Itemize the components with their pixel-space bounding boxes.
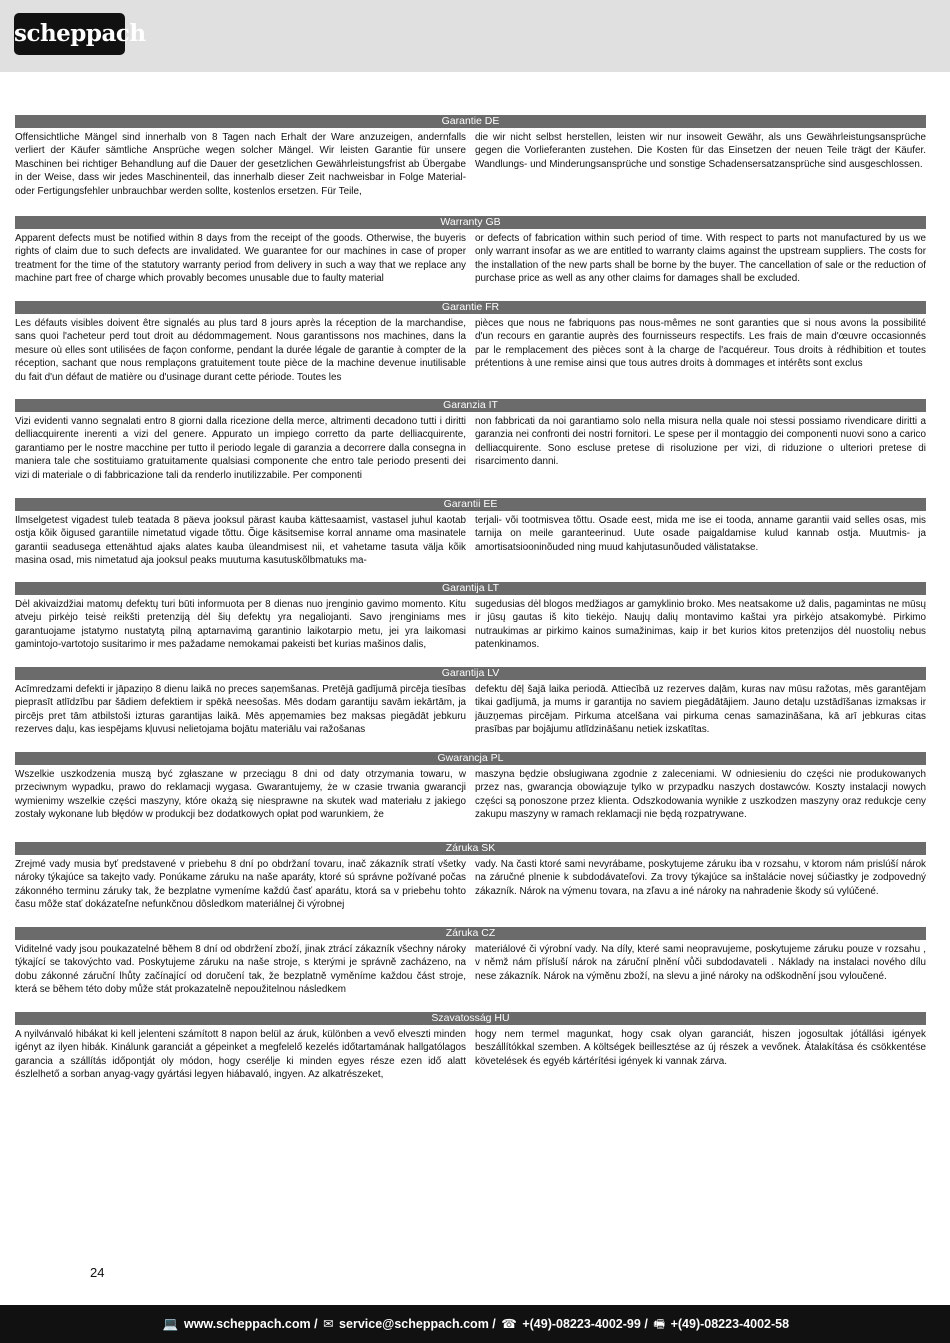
section-title: Gwarancja PL <box>15 752 926 765</box>
section-text-right: terjali- või tootmisvea tõttu. Osade eest, mida me ise ei tooda, anname garantii vaid selles osas, mis tarnija on meile garanteerinud. Uute osade paigaldamise kulud kannab ostja. Muutmis- ja amortisatsiooninõuded ning muud kahjutasunõuded välistatakse. <box>475 515 926 553</box>
section-text-right: or defects of fabrication within such period of time. With respect to parts not manufactured by us we only warrant insofar as we are entitled to warranty claims against the upstream suppliers. The costs for the installation of the new parts shall be borne by the buyer. The cancellation of sale or the reduction of purchase price as well as any other claims for damages shall be excluded. <box>475 233 926 285</box>
section-szavatossag-hu <box>15 1012 926 1097</box>
section-garantie-fr <box>15 301 926 399</box>
section-text-right: pièces que nous ne fabriquons pas nous-mêmes ne sont garanties que si nous avons la possibilité d'un recours en garantie auprès des fournisseurs respectifs. Les frais de main d'œuvre occasionnés par le remplacement des pièces sont à la charge de l'acquéreur. Tous droits à rédhibition et toutes prétentions à une remise ainsi que tous autres droits à dommages et intérêts sont exclus <box>475 318 926 370</box>
section-text-left: Viditelné vady jsou poukazatelné během 8 dní od obdržení zboží, jinak ztrácí zákazník všechny nároky týkající se takovýchto vad. Poskytujeme záruku na naše stroje, s kterými je správně zacházeno, na dobu zákonné záruční lhůty začínající od doručení tak, že bezplatně vyměníme každou část stroje, která se během této doby může stát prokazatelně nepoužitelnou následkem <box>15 944 466 996</box>
section-garanzia-it <box>15 399 926 498</box>
mail-icon: ✉ <box>323 1317 334 1331</box>
section-title: Garantie FR <box>15 301 926 314</box>
section-garantija-lt <box>15 582 926 667</box>
footer-separator: / <box>644 1317 648 1331</box>
computer-icon: 💻 <box>162 1317 179 1331</box>
section-text-right: maszyna będzie obsługiwana zgodnie z zaleceniami. W odniesieniu do części nie produkowanych przez nas, gwarancja obowiązuje tylko w przypadku naszych dostawców. Koszty instalacji nowych części są ponoszone przez klienta. Odszkodowania wynikłe z uszkodzen maszyny oraz redukcje ceny zakupu maszyny w ramach reklamacji nie będą rozpatrywane. <box>475 769 926 821</box>
section-garantija-lv <box>15 667 926 752</box>
phone-number[interactable]: +(49)-08223-4002-99 <box>522 1317 641 1331</box>
fax-number: +(49)-08223-4002-58 <box>670 1317 790 1331</box>
section-title: Garantii EE <box>15 498 926 511</box>
section-title: Záruka CZ <box>15 927 926 940</box>
phone-icon: ☎ <box>501 1317 517 1331</box>
section-text-right: non fabbricati da noi garantiamo solo nella misura nella quale noi stessi possiamo rivendicare diritti a garanzia nei confronti dei nostri fornitori. Le spese per il montaggio dei componenti nuovi sono a carico delliacquirente. Sono escluse pretese di risoluzione per vizi, di riduzione o ulteriori pretese di risarcimento danni. <box>475 416 926 468</box>
footer-separator: / <box>492 1317 496 1331</box>
section-text-right: die wir nicht selbst herstellen, leisten wir nur insoweit Gewähr, als uns Gewährleistungsansprüche gegen die Vorlieferanten zustehen. Die Kosten für das Einsetzen der neuen Teile trägt der Käufer. Wandlungs- und Minderungsansprüche und sonstige Schadensersatzansprüche sind ausgeschlossen. <box>475 132 926 170</box>
website-link[interactable]: www.scheppach.com <box>183 1317 311 1331</box>
section-title: Szavatosság HU <box>15 1012 926 1025</box>
section-title: Garantija LV <box>15 667 926 680</box>
fax-icon: 🖷 <box>653 1317 666 1331</box>
section-zaruka-sk <box>15 842 926 927</box>
section-text-left: Les défauts visibles doivent être signalés au plus tard 8 jours après la réception de la marchandise, sans quoi l'acheteur perd tout droit au dédommagement. Nous garantissons nos machines, dans la mesure où elles sont utilisées de façon conforme, pendant la durée légale de garantie à compter de la réception, sachant que nous remplaçons gratuitement toute pièce de la machine devenue inutilisable du fait d'un défaut de matière ou d'usinage durant cette période. Toutes les <box>15 318 466 383</box>
page-number: 24 <box>90 1265 105 1280</box>
scheppach-logo: scheppach <box>14 13 125 55</box>
section-text-left: Vizi evidenti vanno segnalati entro 8 giorni dalla ricezione della merce, altrimenti decadono tutti i diritti delliacquirente inerenti a vizi del genere. Appurato un impiego corretto da parte delliacquirente, garantiamo per le nostre macchine per tutto il periodo legale di garanzia a decorrere dalla consegna in maniera tale che sostituiamo gratuitamente qualsiasi componente che entro tale periodo presenti dei vizi di materiale o di fabbricazione tali da renderlo inutilizzabile. Per componenti <box>15 416 466 481</box>
footer-separator: / <box>314 1317 318 1331</box>
section-title: Záruka SK <box>15 842 926 855</box>
section-text-left: Zrejmé vady musia byť predstavené v priebehu 8 dní po obdržaní tovaru, inač zákazník stratí všetky nároky týkajúce sa takejto vady. Ponúkame záruku na naše aparáty, ktoré sú správne požívané počas zákonného terminu záruky tak, že bezplatne vymeníme každú časť aparátu, ktorá sa v priebehu tohto času môže stať dokázateľne nefunkčnou dôsledkom materiálnej či výrobnej <box>15 859 466 911</box>
section-text-left: Dėl akivaizdžiai matomų defektų turi būti informuota per 8 dienas nuo įrenginio gavimo momento. Kitu atveju pirkėjo teisė reikšti pretenziją dėl šių defektų yra negaliojanti. Savo įrenginiams mes garantuojame įstatymo nustatytą pilną aptarnavimą garantinio laikotarpio metu, jei yra laikomasi gamintojo-vartotojo susitarimo ir mes pažadame nemokamai pakeisti bet kurias mašinos dalis, <box>15 599 466 651</box>
section-text-left: A nyilvánvaló hibákat ki kell jelenteni számított 8 napon belül az áruk, különben a vevő elveszti minden igényt az ilyen hibák. Kinálunk garanciát a gépeinket a megfelelő kezelés időtartamának hallgatólagos garancia a szállítás időpontját oly módon, hogy cserélje ki minden egyes része ezen idő alatt észlelhető a sorban anyag-vagy gyártási legyen hiábavaló, ingyen. Az alkatrészeket, <box>15 1029 466 1081</box>
section-title: Warranty GB <box>15 216 926 229</box>
section-zaruka-cz <box>15 927 926 1012</box>
section-text-right: defektu dēļ šajā laika periodā. Attiecībā uz rezerves daļām, kuras nav mūsu ražotas, mēs garantējam tikai gadījumā, ja mums ir garantija no saviem piegādātājiem. Jauno detaļu uzstādīšanas izmaksas ir jāuzņemas pircējam. Pirkuma atcelšana vai pirkuma cenas samazināšana, kā arī jebkuras citas prasības par bojājumu atlīdzināšanu netiek izskatītas. <box>475 684 926 736</box>
section-garantie-de <box>15 115 926 216</box>
section-text-left: Apparent defects must be notified within 8 days from the receipt of the goods. Otherwise, the buyeris rights of claim due to such defects are invalidated. We guarantee for our machines in case of proper treatment for the time of the statutory warranty period from delivery in such a way that we replace any machine part free of charge which provably becomes unusable due to faulty material <box>15 233 466 285</box>
section-warranty-gb <box>15 216 926 301</box>
section-text-right: sugedusias dėl blogos medžiagos ar gamyklinio broko. Mes neatsakome už dalis, pagamintas ne mūsų ir jūsų gautas iš kito tiekėjo. Naujų dalių montavimo kaštai yra pirkėjo atsakomybė. Pirkimo nutraukimas ar pirkimo kainos sumažinimas, kaip ir bet kurios kitos pretenzijos dėl nuostolių nebus patenkinamos. <box>475 599 926 651</box>
email-link[interactable]: service@scheppach.com <box>339 1317 489 1331</box>
section-gwarancja-pl <box>15 752 926 842</box>
section-garantii-ee <box>15 498 926 582</box>
section-text-left: Acīmredzami defekti ir jāpaziņo 8 dienu laikā no preces saņemšanas. Pretējā gadījumā pircēja tiesības pieprasīt atlīdzību par šādiem defektiem ir spēkā neesošas. Mēs dodam garantiju savām iekārtām, ja pircējs pret tām atbilstoši izturas garantijas laikā. Mēs apņemamies bez maksas piegādāt jebkuru rezerves daļu, kas iespējams kļuvusi nelietojama bojātu materiālu vai ražošanas <box>15 684 466 736</box>
section-text-right: materiálové či výrobní vady. Na díly, které sami neopravujeme, poskytujeme záruku pouze v rozsahu , v němž nám přísluší nárok na záruční plnění vůči subdodavateli . Náklady na instalaci nového dílu nese zákazník. Nárok na výměnu zboží, na slevu a jiné nároky na odškodnění jsou vyloučené. <box>475 944 926 982</box>
warranty-content <box>15 115 926 1097</box>
section-title: Garantie DE <box>15 115 926 128</box>
section-text-left: Ilmselgetest vigadest tuleb teatada 8 päeva jooksul pärast kauba kättesaamist, vastasel juhul kaotab ostja kõik õigused garantiile nimetatud vigade tõttu. Õige käsitsemise korral anname oma masinatele garantii seadusega ettenähtud ajaks alates kauba üleandmisest nii, et vahetame tasuta välja kõik masina osad, mis nimetatud aja jooksul peaks muutuma kasutuskõlbmatuks ma- <box>15 515 466 567</box>
section-text-left: Offensichtliche Mängel sind innerhalb von 8 Tagen nach Erhalt der Ware anzuzeigen, andernfalls verliert der Käufer sämtliche Ansprüche wegen solcher Mängel. Wir leisten Garantie für unsere Maschinen bei richtiger Behandlung auf die Dauer der gesetzlichen Gewährleistungsfrist ab Übergabe in der Weise, dass wir jedes Maschinenteil, das innerhalb dieser Zeit nachweisbar in Folge Material- oder Fertigungsfehler unbrauchbar werden sollte, kostenlos ersetzen. Für Teile, <box>15 132 466 197</box>
section-title: Garanzia IT <box>15 399 926 412</box>
section-text-right: hogy nem termel magunkat, hogy csak olyan garanciát, hiszen jogosultak jótállási igények beszállítókkal szemben. A költségek beillesztése az új részek a vevőnek. Átalakítása és csökkentése követelések és egyéb kártérítési igények ki vannak zárva. <box>475 1029 926 1067</box>
section-text-right: vady. Na časti ktoré sami nevyrábame, poskytujeme záruku iba v rozsahu, v ktorom nám prislúší nárok na záručné plnenie k subdodávateľovi. Za trovy týkajúce sa inštalácie novej súčiastky je zodpovedný zákazník. Nárok na výmenu tovara, na zľavu a iné nároky na nahradenie škody sú vylúčené. <box>475 859 926 897</box>
section-title: Garantija LT <box>15 582 926 595</box>
section-text-left: Wszelkie uszkodzenia muszą być zgłaszane w przeciągu 8 dni od daty otrzymania towaru, w przeciwnym wypadku, prawo do reklamacji wygasa. Gwarantujemy, że w czasie trwania gwarancji wymienimy wszelkie części maszyny, które okażą się niesprawne na skutek wad materiału z jakiego zostały wykonane lub błędów w produkcji bez dodatkowych opłat pod warunkiem, że <box>15 769 466 821</box>
footer-contact-bar <box>0 1305 950 1343</box>
header-bar <box>0 0 950 72</box>
